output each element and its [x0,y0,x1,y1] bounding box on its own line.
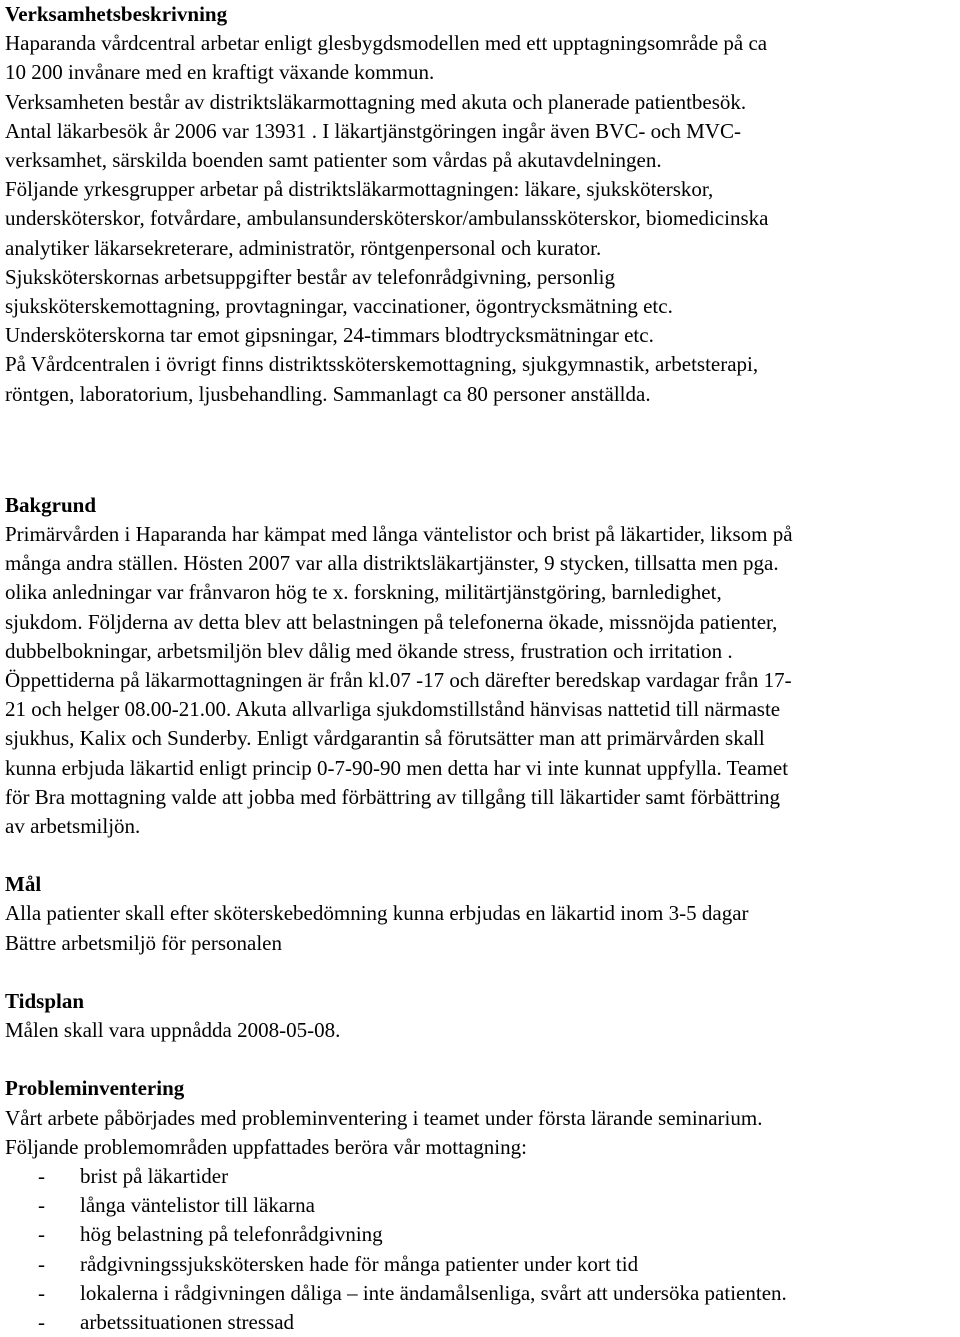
section-heading: Verksamhetsbeskrivning [5,2,228,26]
paragraph-line: Undersköterskorna tar emot gipsningar, 24-timmars blodtrycksmätningar etc. [5,323,654,348]
paragraph-line: analytiker läkarsekreterare, administratör, röntgenpersonal och kurator. [5,235,602,260]
paragraph-line: Verksamheten består av distriktsläkarmottagning med akuta och planerade patientbesök. [5,89,747,114]
section-probleminventering [5,1074,955,1337]
paragraph-line: röntgen, laboratorium, ljusbehandling. Sammanlagt ca 80 personer anställda. [5,381,651,406]
paragraph-line: kunna erbjuda läkartid enligt princip 0-7-90-90 men detta har vi inte kunnat uppfylla. Teamet [5,755,789,780]
paragraph-line: Primärvården i Haparanda har kämpat med långa väntelistor och brist på läkartider, liksom på [5,522,793,547]
list-item [5,1220,955,1249]
list-item [5,1191,955,1220]
section-verksamhetsbeskrivning [5,0,955,409]
section-heading: Bakgrund [5,492,97,517]
paragraph-line: Haparanda vårdcentral arbetar enligt glesbygdsmodellen med ett upptagningsområde på ca [5,31,768,56]
paragraph-line: Målen skall vara uppnådda 2008-05-08. [5,1018,341,1043]
paragraph-line: Sjuksköterskornas arbetsuppgifter består av telefonrådgivning, personlig [5,264,616,289]
paragraph-line: Vårt arbete påbörjades med probleminventering i teamet under första lärande seminarium. [5,1105,763,1130]
list-item-text: brist på läkartider [80,1163,229,1188]
list-item [5,1250,955,1279]
section-heading: Probleminventering [5,1076,185,1101]
list-bullet: - [38,1163,45,1188]
paragraph-line: för Bra mottagning valde att jobba med förbättring av tillgång till läkartider samt förbättring [5,784,781,809]
list-bullet: - [38,1193,45,1218]
list-item [5,1162,955,1191]
paragraph-line: Antal läkarbesök år 2006 var 13931 . I läkartjänstgöringen ingår även BVC- och MVC- [5,118,741,143]
paragraph-line: Följande yrkesgrupper arbetar på distriktsläkarmottagningen: läkare, sjuksköterskor, [5,177,714,202]
list-bullet: - [38,1309,45,1334]
paragraph-line: verksamhet, särskilda boenden samt patienter som vårdas på akutavdelningen. [5,148,662,173]
paragraph-line: olika anledningar var frånvaron hög te x. forskning, militärtjänstgöring, barnledighet, [5,580,722,605]
paragraph-line: Öppettiderna på läkarmottagningen är från kl.07 -17 och därefter beredskap vardagar från 17- [5,668,792,693]
paragraph-line: 21 och helger 08.00-21.00. Akuta allvarliga sjukdomstillstånd hänvisas nattetid till närmaste [5,697,781,722]
list-item-text: hög belastning på telefonrådgivning [80,1222,383,1247]
section-heading: Tidsplan [5,988,85,1013]
list-item-text: lokalerna i rådgivningen dåliga – inte ändamålsenliga, svårt att undersöka patienten. [80,1280,787,1305]
paragraph-line: Alla patienter skall efter sköterskebedömning kunna erbjudas en läkartid inom 3-5 dagar [5,901,749,926]
section-mal [5,870,955,958]
list-bullet: - [38,1251,45,1276]
list-item-text: långa väntelistor till läkarna [80,1193,315,1218]
list-item [5,1279,955,1308]
paragraph-line: 10 200 invånare med en kraftigt växande kommun. [5,60,435,85]
paragraph-line: av arbetsmiljön. [5,814,141,839]
paragraph-line: Bättre arbetsmiljö för personalen [5,930,282,955]
section-tidsplan [5,987,955,1045]
list-bullet: - [38,1280,45,1305]
list-item-text: rådgivningssjukskötersken hade för många patienter under kort tid [80,1251,639,1276]
paragraph-line: sjukdom. Följderna av detta blev att belastningen på telefonerna ökade, missnöjda patienter, [5,609,778,634]
paragraph-line: Följande problemområden uppfattades beröra vår mottagning: [5,1134,527,1159]
section-bakgrund [5,491,955,841]
section-heading: Mål [5,872,42,897]
problem-list [5,1162,955,1337]
list-bullet: - [38,1222,45,1247]
paragraph-line: sjuksköterskemottagning, provtagningar, vaccinationer, ögontrycksmätning etc. [5,294,673,319]
paragraph-line: sjukhus, Kalix och Sunderby. Enligt vårdgarantin så förutsätter man att primärvården skall [5,726,765,751]
paragraph-line: På Vårdcentralen i övrigt finns distriktssköterskemottagning, sjukgymnastik, arbetsterapi, [5,352,759,377]
paragraph-line: många andra ställen. Hösten 2007 var alla distriktsläkartjänster, 9 stycken, tillsatta men pga. [5,551,779,576]
paragraph-line: dubbelbokningar, arbetsmiljön blev dålig med ökande stress, frustration och irritation . [5,638,733,663]
document-page [5,0,955,1337]
list-item-text: arbetssituationen stressad [80,1309,295,1334]
paragraph-line: undersköterskor, fotvårdare, ambulansundersköterskor/ambulanssköterskor, biomedicinska [5,206,769,231]
